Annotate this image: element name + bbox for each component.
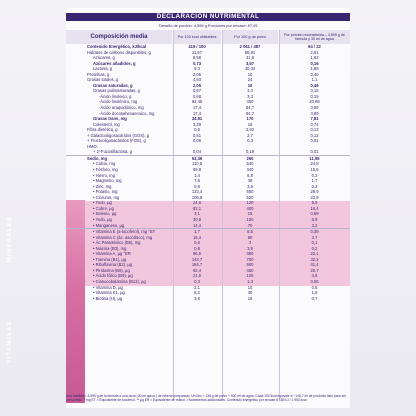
nutrient-value-v1: 30,8 — [192, 216, 202, 222]
nutrient-value-v3: 0,46 — [310, 71, 319, 77]
nutrient-value-v3: 6,9 — [311, 216, 318, 222]
nutrient-value-v2: 84,7 — [245, 105, 255, 111]
nutrient-name: • Cobre, µg — [93, 205, 114, 211]
nutrient-value-v3: 32,2 — [310, 256, 319, 262]
nutrient-value-v3: 0,74 — [310, 121, 319, 127]
nutrient-value-v1: 53,39 — [191, 155, 203, 161]
nutrient-name: • Riboflavina (B2), µg — [93, 262, 133, 268]
nutrient-value-v2: 400 — [246, 205, 254, 211]
nutrient-value-v3: 1,8 — [311, 290, 318, 296]
vitamins-side-label-text: VITAMINAS — [6, 320, 13, 364]
nutrient-value-v1: 1,7 — [194, 229, 200, 235]
nutrient-value-v1: 3,29 — [192, 121, 202, 127]
nutrient-value-v3: 0,2 — [311, 183, 318, 189]
nutrient-value-v1: 17,4 — [192, 105, 202, 111]
nutrient-value-v3: 0,01 — [310, 149, 319, 155]
nutrient-value-v1: 133,4 — [191, 189, 203, 195]
nutrient-name: • Manganeso, µg — [93, 222, 125, 228]
nutrient-name: + Galactooligosacáridos (GOS), g — [87, 132, 150, 138]
nutrient-value-v1: 11,67 — [191, 49, 203, 55]
nutrient-value-v2: 0,19 — [245, 149, 255, 155]
nutrient-value-v2: 2 041 / 487 — [239, 44, 261, 49]
nutrient-name: Azúcares añadidos, g — [93, 60, 136, 66]
nutrient-name: • Vitamina K1, µg — [93, 290, 125, 296]
nutrient-value-v1: 1,4 — [194, 172, 200, 178]
nutrient-name: + Fructooligosacáridos (FOS), g — [87, 138, 146, 144]
nutrient-name: • Calcio, mg — [93, 161, 116, 167]
nutrient-name: -Ácido araquidónico, mg — [99, 105, 144, 111]
nutrient-value-v3: 3,2 — [311, 222, 318, 228]
nutrient-name: Azúcares, g — [93, 55, 115, 61]
nutrient-value-v1: 69,8 — [192, 167, 202, 173]
nutrient-name: Grasas poliinsaturadas, g — [93, 88, 140, 94]
nutrient-value-v2: 3,9 — [247, 183, 253, 189]
nutrient-value-v2: 16 — [247, 121, 253, 127]
nutrient-value-v1: 21,5 — [192, 273, 202, 279]
nutrient-name: + 2'-Fucosillactosa, g — [93, 149, 132, 155]
nutrient-value-v3: 41,4 — [310, 262, 319, 268]
nutrient-row — [66, 296, 350, 302]
nutrient-table — [66, 44, 350, 301]
nutrient-name: -Ácido linoleico, g — [99, 93, 132, 99]
nutrient-value-v1: 92,4 — [192, 267, 202, 273]
nutrient-value-v3: 7,81 — [310, 116, 319, 122]
nutrient-value-v3: 0,12 — [310, 132, 319, 138]
nutrient-value-v3: 20,7 — [310, 267, 319, 273]
nutrient-value-v3: 3,89 — [310, 105, 319, 111]
nutrient-value-v2: 3 — [248, 240, 252, 246]
nutrient-value-v3: 0,46 — [310, 82, 319, 88]
nutrient-value-v2: 170 — [246, 116, 254, 122]
nutrient-name: • Yodo, µg — [93, 200, 112, 206]
nutrient-value-v3: 11,95 — [309, 155, 320, 161]
nutrient-name: • Fósforo, mg — [93, 167, 118, 173]
nutrient-name: Grasas totales, g — [87, 77, 119, 83]
nutrient-value-v2: 6,8 — [247, 172, 253, 178]
nutrient-value-v2: 900 — [246, 262, 254, 268]
nutrient-value-v3: 0,7 — [311, 295, 318, 301]
nutrient-name: Contenido Energético, kJ/kcal — [87, 44, 147, 49]
nutrient-value-v3: 0,15 — [310, 93, 319, 99]
vitamins-side-label — [0, 287, 19, 397]
nutrient-name: Hidratos de carbono disponibles, g — [87, 49, 151, 55]
nutrient-value-v2: 40,34 — [244, 66, 256, 72]
nutrient-name: Colesterol, mg — [93, 121, 120, 127]
nutrient-name: Grasas saturadas, g — [93, 82, 133, 88]
nutrient-name: • Cianocobalamina (B12), µg — [93, 278, 146, 284]
nutrient-value-v1: 0,6 — [194, 240, 200, 246]
nutrient-value-v2: 3,9 — [247, 245, 253, 251]
nutrient-value-v3: 0,69 — [310, 211, 319, 217]
serving-info: Tamaño de porción: 4,595 g Porciones por envase: 87,05 — [158, 23, 258, 28]
nutrient-value-v1: 164,7 — [191, 262, 203, 268]
nutrient-name: -Ácido linolénico, mg — [99, 99, 138, 105]
nutrient-value-v2: 340 — [246, 167, 254, 173]
nutrient-value-v1: 110,8 — [191, 161, 203, 167]
nutrient-value-v2: 480 — [246, 251, 254, 257]
nutrient-name: Proteínas, g — [87, 71, 110, 77]
nutrient-value-v3: 15,6 — [310, 167, 319, 173]
nutrient-value-v3: 1,86 — [310, 66, 319, 72]
nutrient-name: • Selenio, µg — [93, 211, 117, 217]
nutrient-value-v3: 3,89 — [310, 110, 319, 116]
nutrient-value-v2: 520 — [246, 194, 254, 200]
nutrient-value-v3: 94 / 22 — [308, 44, 321, 49]
nutrient-value-v1: 8,3 — [194, 66, 200, 72]
nutrient-value-v1: 0,06 — [192, 138, 202, 144]
nutrient-value-v3: 0,39 — [310, 229, 319, 235]
nutrient-value-v3: 0,3 — [311, 172, 318, 178]
nutrient-value-v2: 40 — [247, 290, 253, 296]
nutrient-value-v2: 120 — [246, 200, 254, 206]
nutrient-value-v2: 450 — [246, 99, 254, 105]
nutrient-value-v1: 16,4 — [192, 234, 202, 240]
nutrient-value-v2: 38 — [247, 178, 253, 184]
nutrient-value-v1: 8,2 — [194, 290, 200, 296]
nutrient-name: • Vitamina A, µg °ER — [93, 251, 131, 257]
nutrient-value-v2: 1,3 — [247, 278, 253, 284]
nutrient-value-v3: 1,1 — [311, 77, 318, 83]
nutrient-value-v3: 0,13 — [310, 127, 319, 133]
footnote: Una medida = 4,595 g de la fórmula o una onza (30 ml aprox.) de biberón preparado. Un litro = 138 g de polvo + 900 ml de agua. Cada 100 kcal equivale a ~148,7 ml de producto listo para ser consumido. * mg ET = Equivalente de tocoferol. ** µg ER = Equivalente de retinol. • Nutrimentos adicionados. Contenido energético por envase 8 183 kJ / 1 953 kcal — [66, 394, 347, 403]
nutrient-value-v1: 4,93 — [192, 77, 202, 83]
nutrient-name: • Tiamina (B1), µg — [93, 256, 127, 262]
nutrient-value-v2: 10 — [247, 284, 253, 290]
nutrient-value-v3: 0,2 — [311, 245, 318, 251]
nutrient-value-v1: 2,05 — [192, 71, 202, 77]
nutrient-name: • Yodo, µg — [93, 216, 112, 222]
nutrient-value-v1: 0,6 — [194, 127, 200, 133]
nutrient-value-v2: 10 — [247, 71, 253, 77]
nutrient-value-v1: 8,58 — [192, 55, 202, 61]
nutrient-value-v1: 0,68 — [192, 93, 202, 99]
nutrient-value-v2: 2,92 — [245, 127, 255, 133]
nutrient-value-v1: 0,3 — [194, 278, 200, 284]
nutrient-value-v2: 70 — [247, 222, 253, 228]
nutrient-name: -Ácido docosahexaenoico, mg — [99, 110, 155, 116]
nutrient-name: Fibra dietética, g — [87, 127, 118, 133]
minerals-side-label — [0, 206, 19, 272]
nutrient-value-v1: 92,45 — [191, 99, 203, 105]
nutrient-name: Sodio, mg — [87, 155, 108, 161]
nutrient-value-v1: 0,04 — [192, 149, 202, 155]
nutrient-value-v3: 0,5 — [311, 284, 318, 290]
nutrient-value-v2: 41,8 — [245, 55, 255, 61]
nutrient-name: Grasas trans, mg — [93, 116, 127, 122]
nutrient-name: Lactosa, g — [93, 66, 113, 72]
nutrient-value-v3: 0,01 — [310, 138, 319, 144]
nutrient-value-v3: 20,68 — [309, 99, 320, 105]
nutrient-value-v3: 0,1 — [311, 240, 318, 246]
nutrient-value-v1: 7,8 — [194, 178, 200, 184]
nutrient-value-v2: 16 — [247, 295, 253, 301]
nutrient-value-v3: 0,16 — [310, 60, 319, 66]
nutrient-name: • Niacina (B3), mg — [93, 245, 127, 251]
nutrient-value-v1: 419 / 100 — [188, 44, 206, 49]
nutrient-value-v2: 3,3 — [247, 93, 253, 99]
nutrient-value-v1: 106,8 — [191, 194, 203, 200]
nutrient-value-v3: 29,9 — [310, 189, 319, 195]
column-header-per-100g: Por 100 g de polvo — [222, 30, 278, 44]
nutrient-value-v3: 22,1 — [310, 251, 319, 257]
nutrient-name: • Cloruros, mg — [93, 194, 120, 200]
nutrient-value-v1: 0,8 — [194, 183, 200, 189]
nutrient-value-v1: 96,5 — [192, 251, 202, 257]
nutrient-name: • Zinc, mg — [93, 183, 112, 189]
nutrient-value-v1: 17,4 — [192, 110, 202, 116]
column-header-per-100kcal: Por 100 kcal utilizables — [173, 30, 221, 44]
nutrient-name: • Hierro, mg — [93, 172, 115, 178]
nutrition-title: DECLARACIÓN NUTRIMENTAL — [156, 13, 260, 20]
nutrient-value-v2: 3,57 — [245, 60, 255, 66]
nutrient-name: • Piridoxina (B6), µg — [93, 267, 130, 273]
nutrient-name: • Vitamina E (a-tocoferol), mg °ET — [93, 229, 156, 235]
nutrient-name: • Ác.Pantoténico (B5), mg — [93, 240, 141, 246]
nutrient-name: • Vitamina C (ác. ascórbico), mg — [93, 234, 153, 240]
nutrient-value-v2: 3,3 — [247, 88, 253, 94]
nutrient-value-v1: 82,1 — [192, 205, 202, 211]
nutrient-value-v2: 0,3 — [247, 138, 253, 144]
column-header-per-serving: Por porción reconstituida – 4,595 g de fórmula y 30 ml de agua — [279, 30, 350, 44]
nutrition-header — [66, 13, 350, 21]
nutrient-value-v1: 14,4 — [192, 222, 202, 228]
nutrient-value-v1: 0,8 — [194, 245, 200, 251]
nutrient-value-v2: 150 — [246, 216, 254, 222]
nutrient-value-v2: 10 — [247, 82, 253, 88]
nutrient-value-v2: 105 — [246, 273, 254, 279]
nutrient-value-v2: 8,5 — [247, 229, 253, 235]
nutrient-value-v2: 260 — [246, 155, 254, 161]
nutrient-value-v1: 0,51 — [192, 132, 202, 138]
nutrient-value-v1: 3,6 — [194, 295, 200, 301]
nutrient-value-v2: 450 — [246, 267, 254, 273]
nutrient-value-v2: 15 — [247, 211, 253, 217]
nutrient-name: HMO: — [87, 143, 98, 149]
nutrient-value-v2: 80 — [247, 234, 253, 240]
nutrient-value-v2: 24 — [247, 77, 253, 83]
nutrient-value-v1: 24,6 — [192, 200, 202, 206]
nutrient-value-v3: 18,4 — [310, 205, 319, 211]
column-header-composition: Composición media — [66, 30, 172, 44]
nutrient-value-v1: 2,05 — [192, 82, 202, 88]
nutrient-name: • Ácido fólico (B9), µg — [93, 273, 133, 279]
nutrient-value-v3: 24,8 — [310, 161, 319, 167]
nutrient-value-v3: 2,61 — [310, 49, 319, 55]
nutrient-value-v2: 540 — [246, 161, 254, 167]
nutrient-value-v3: 1,92 — [310, 55, 319, 61]
nutrient-value-v2: 700 — [246, 256, 254, 262]
nutrient-name: • Potasio, mg — [93, 189, 118, 195]
nutrient-value-v3: 1,7 — [311, 178, 318, 184]
nutrient-value-v2: 84,7 — [245, 110, 255, 116]
nutrient-value-v2: 56,81 — [244, 49, 256, 55]
nutrient-value-v1: 0,67 — [192, 88, 202, 94]
nutrient-value-v3: 3,7 — [311, 234, 318, 240]
nutrient-value-v3: 4,8 — [311, 273, 318, 279]
nutrient-value-v3: 23,9 — [310, 194, 319, 200]
nutrient-value-v1: 2,1 — [194, 284, 200, 290]
nutrient-name: • Vitamina D, µg — [93, 284, 123, 290]
nutrient-value-v1: 0,73 — [192, 60, 202, 66]
column-header-row — [66, 30, 350, 44]
nutrient-name: • Magnesio, mg — [93, 178, 122, 184]
nutrient-value-v1: 143,7 — [191, 256, 203, 262]
nutrient-value-v3: 5,5 — [311, 200, 318, 206]
nutrient-value-v3: 0,15 — [310, 88, 319, 94]
nutrient-value-v1: 3,1 — [194, 211, 200, 217]
nutrient-value-v2: 2,7 — [247, 132, 253, 138]
minerals-side-label-text: MINERALES — [6, 215, 13, 263]
nutrient-value-v3: 0,06 — [310, 278, 319, 284]
nutrient-value-v2: 650 — [246, 189, 254, 195]
nutrient-value-v1: 34,91 — [191, 116, 203, 122]
nutrient-name: • Biotina (H), µg — [93, 295, 123, 301]
